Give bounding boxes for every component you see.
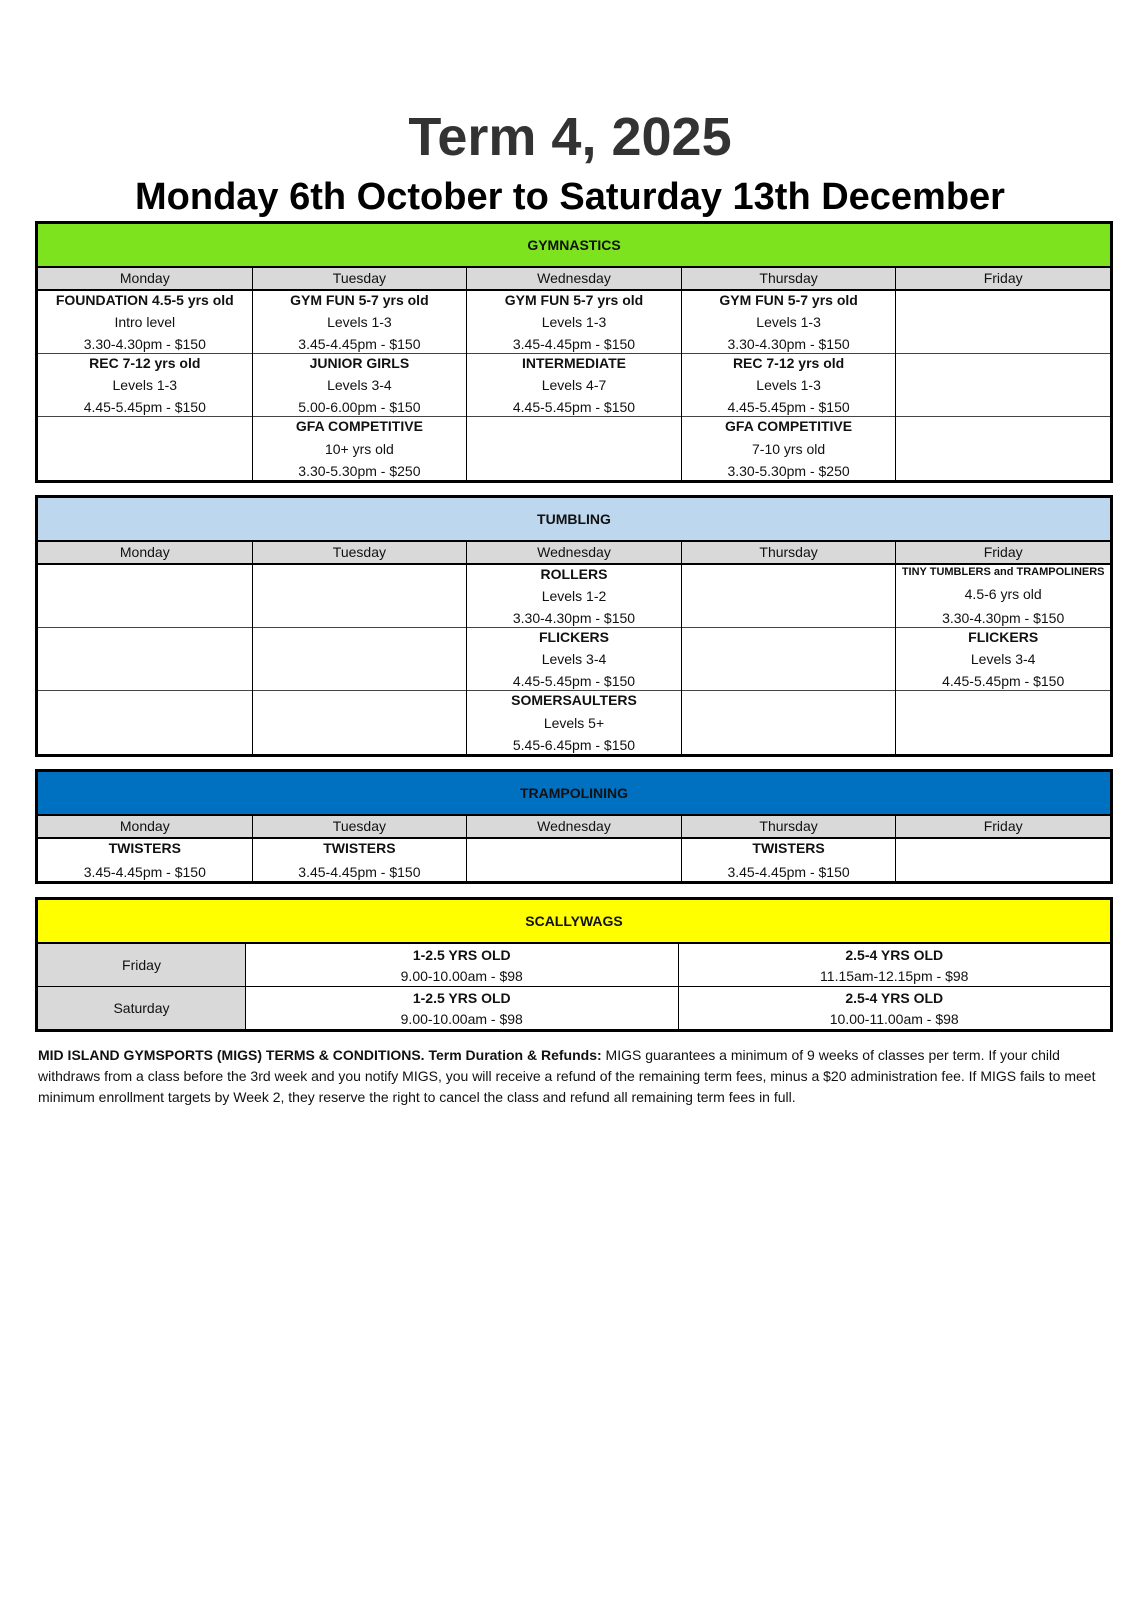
scallywags-day: Friday [38, 944, 246, 986]
class-detail: 4.5-6 yrs old [964, 586, 1042, 602]
empty-cell [38, 565, 252, 628]
class-cell [467, 691, 681, 754]
class-name: GYM FUN 5-7 yrs old [504, 292, 644, 308]
empty-cell [467, 839, 681, 881]
scallywags-rows [38, 944, 1110, 1029]
terms-and-conditions [38, 1045, 1113, 1108]
day-column-monday [38, 291, 253, 480]
class-cell [38, 291, 252, 354]
class-cell [38, 839, 252, 881]
day-column-thursday [682, 839, 897, 881]
scallywags-row [38, 987, 1110, 1029]
class-detail: Levels 3-4 [327, 377, 392, 393]
class-name: FLICKERS [968, 629, 1039, 645]
class-name: JUNIOR GIRLS [309, 355, 410, 371]
class-name: SOMERSAULTERS [511, 692, 637, 708]
trampolining-grid [38, 839, 1110, 881]
day-friday: Friday [983, 818, 1023, 834]
gymnastics-day-row [38, 268, 1110, 291]
class-detail: Levels 4-7 [541, 377, 607, 393]
day-column-friday [896, 291, 1110, 480]
class-cell [682, 291, 896, 354]
class-cell [682, 839, 896, 881]
class-name: 2.5-4 YRS OLD [845, 946, 944, 963]
trampolining-header: TRAMPOLINING [38, 772, 1110, 816]
class-time-price: 5.45-6.45pm - $150 [512, 737, 636, 753]
tumbling-header: TUMBLING [38, 498, 1110, 542]
empty-cell [896, 291, 1110, 354]
class-time-price: 3.45-4.45pm - $150 [512, 336, 636, 352]
class-cell [682, 354, 896, 417]
class-time-price: 5.00-6.00pm - $150 [298, 399, 421, 415]
empty-cell [38, 691, 252, 754]
tumbling-grid [38, 565, 1110, 754]
page-subtitle: Monday 6th October to Saturday 13th December [135, 176, 1005, 218]
class-cell [467, 628, 681, 691]
class-name: REC 7-12 yrs old [89, 355, 201, 371]
day-monday: Monday [38, 542, 253, 563]
day-thursday: Thursday [682, 268, 897, 289]
day-monday: Monday [38, 816, 253, 837]
tumbling-day-row [38, 542, 1110, 565]
class-cell [253, 839, 467, 881]
day-column-monday [38, 839, 253, 881]
empty-cell [253, 565, 467, 628]
class-time-price: 3.45-4.45pm - $150 [298, 336, 421, 352]
class-detail: Levels 1-2 [541, 588, 607, 604]
tumbling-section [35, 495, 1113, 757]
class-cell [253, 354, 467, 417]
class-name: TINY TUMBLERS and TRAMPOLINERS [901, 566, 1105, 578]
class-name: GFA COMPETITIVE [725, 418, 853, 434]
class-name: FLICKERS [538, 629, 609, 645]
class-cell [896, 628, 1110, 691]
class-detail: Levels 1-3 [756, 377, 821, 393]
empty-cell [896, 354, 1110, 417]
empty-cell [682, 691, 896, 754]
class-name: 2.5-4 YRS OLD [845, 989, 944, 1006]
empty-cell [896, 839, 1110, 881]
day-column-tuesday [253, 291, 468, 480]
terms-body: MIGS guarantees a minimum of 9 weeks of classes per term. If your child withdraws from a class before the 3rd week and you notify MIGS, you will receive a refund of the remaining term fees, minus a $20 administration fee. If MIGS fails to meet minimum enrollment targets by Week 2, they reserve the right to cancel the class and refund all remaining term fees in full. [38, 1047, 1096, 1105]
class-detail: Levels 3-4 [970, 651, 1036, 667]
class-cell [896, 565, 1110, 628]
day-column-wednesday [467, 839, 682, 881]
day-column-wednesday [467, 291, 682, 480]
class-cell [246, 944, 679, 986]
class-name: GYM FUN 5-7 yrs old [290, 292, 429, 308]
scallywags-section [35, 897, 1113, 1032]
day-column-tuesday [253, 839, 468, 881]
class-detail: Levels 5+ [543, 714, 605, 731]
class-time-price: 4.45-5.45pm - $150 [83, 399, 206, 415]
gymnastics-section [35, 221, 1113, 483]
day-column-tuesday [253, 565, 468, 754]
class-cell [253, 417, 467, 480]
class-time-price: 3.30-5.30pm - $250 [298, 463, 421, 479]
class-name: REC 7-12 yrs old [732, 355, 845, 371]
class-time-price: 3.45-4.45pm - $150 [727, 864, 850, 880]
empty-cell [253, 691, 467, 754]
class-time-price: 3.30-4.30pm - $150 [942, 610, 1065, 626]
class-detail: 7-10 yrs old [752, 440, 826, 457]
class-detail: Levels 1-3 [541, 314, 607, 330]
empty-cell [38, 628, 252, 691]
class-name: ROLLERS [540, 566, 608, 582]
day-tuesday: Tuesday [253, 816, 468, 837]
empty-cell [38, 417, 252, 480]
class-time-price: 4.45-5.45pm - $150 [942, 673, 1065, 689]
class-name: GYM FUN 5-7 yrs old [719, 292, 858, 308]
scallywags-header: SCALLYWAGS [38, 900, 1110, 944]
gymnastics-header: GYMNASTICS [38, 224, 1110, 268]
class-time-price: 4.45-5.45pm - $150 [512, 399, 636, 415]
class-time-price: 10.00-11.00am - $98 [829, 1010, 959, 1027]
terms-heading: MID ISLAND GYMSPORTS (MIGS) TERMS & CONDITIONS. Term Duration & Refunds: [38, 1047, 602, 1063]
day-tuesday: Tuesday [253, 542, 468, 563]
class-cell [467, 291, 681, 354]
scallywags-row [38, 944, 1110, 987]
day-thursday: Thursday [682, 816, 897, 837]
day-column-thursday [682, 291, 897, 480]
class-cell [467, 565, 681, 628]
empty-cell [682, 628, 896, 691]
day-column-thursday [682, 565, 897, 754]
day-thursday: Thursday [682, 542, 897, 563]
empty-cell [682, 565, 896, 628]
class-time-price: 11.15am-12.15pm - $98 [820, 967, 969, 984]
class-time-price: 3.45-4.45pm - $150 [298, 864, 421, 880]
day-tuesday: Tuesday [253, 268, 468, 289]
class-time-price: 9.00-10.00am - $98 [400, 967, 523, 984]
day-friday: Friday [983, 544, 1023, 560]
class-time-price: 3.45-4.45pm - $150 [83, 864, 206, 880]
gymnastics-grid [38, 291, 1110, 480]
class-cell [679, 987, 1111, 1029]
class-name: INTERMEDIATE [522, 355, 626, 371]
class-name: TWISTERS [752, 840, 825, 856]
class-time-price: 9.00-10.00am - $98 [400, 1010, 523, 1027]
class-cell [253, 291, 467, 354]
class-time-price: 3.30-4.30pm - $150 [512, 610, 636, 626]
class-detail: Levels 1-3 [756, 314, 821, 330]
class-name: TWISTERS [323, 840, 396, 856]
day-wednesday: Wednesday [467, 816, 682, 837]
class-time-price: 4.45-5.45pm - $150 [512, 673, 636, 689]
empty-cell [896, 691, 1110, 754]
class-cell [682, 417, 896, 480]
class-cell [679, 944, 1111, 986]
empty-cell [467, 417, 681, 480]
class-time-price: 3.30-4.30pm - $150 [83, 336, 206, 352]
day-column-wednesday [467, 565, 682, 754]
trampolining-day-row [38, 816, 1110, 839]
class-cell [467, 354, 681, 417]
trampolining-section [35, 769, 1113, 884]
class-time-price: 3.30-4.30pm - $150 [727, 336, 850, 352]
day-column-friday [896, 839, 1110, 881]
class-detail: Levels 1-3 [327, 314, 392, 330]
class-name: 1-2.5 YRS OLD [412, 989, 511, 1006]
class-time-price: 3.30-5.30pm - $250 [727, 463, 850, 479]
class-name: FOUNDATION 4.5-5 yrs old [55, 292, 234, 308]
class-name: TWISTERS [108, 840, 181, 856]
class-detail: 10+ yrs old [324, 440, 394, 457]
empty-cell [253, 628, 467, 691]
day-column-friday [896, 565, 1110, 754]
page-title: Term 4, 2025 [408, 107, 732, 167]
day-friday: Friday [983, 270, 1023, 286]
day-monday: Monday [38, 268, 253, 289]
class-detail: Levels 3-4 [541, 651, 607, 667]
class-detail: Intro level [114, 314, 176, 330]
day-wednesday: Wednesday [467, 542, 682, 563]
class-cell [246, 987, 679, 1029]
day-wednesday: Wednesday [467, 268, 682, 289]
empty-cell [896, 417, 1110, 480]
class-name: 1-2.5 YRS OLD [412, 946, 511, 963]
class-time-price: 4.45-5.45pm - $150 [727, 399, 850, 415]
day-column-monday [38, 565, 253, 754]
class-detail: Levels 1-3 [112, 377, 178, 393]
scallywags-day: Saturday [38, 987, 246, 1029]
class-cell [38, 354, 252, 417]
class-name: GFA COMPETITIVE [295, 418, 423, 434]
